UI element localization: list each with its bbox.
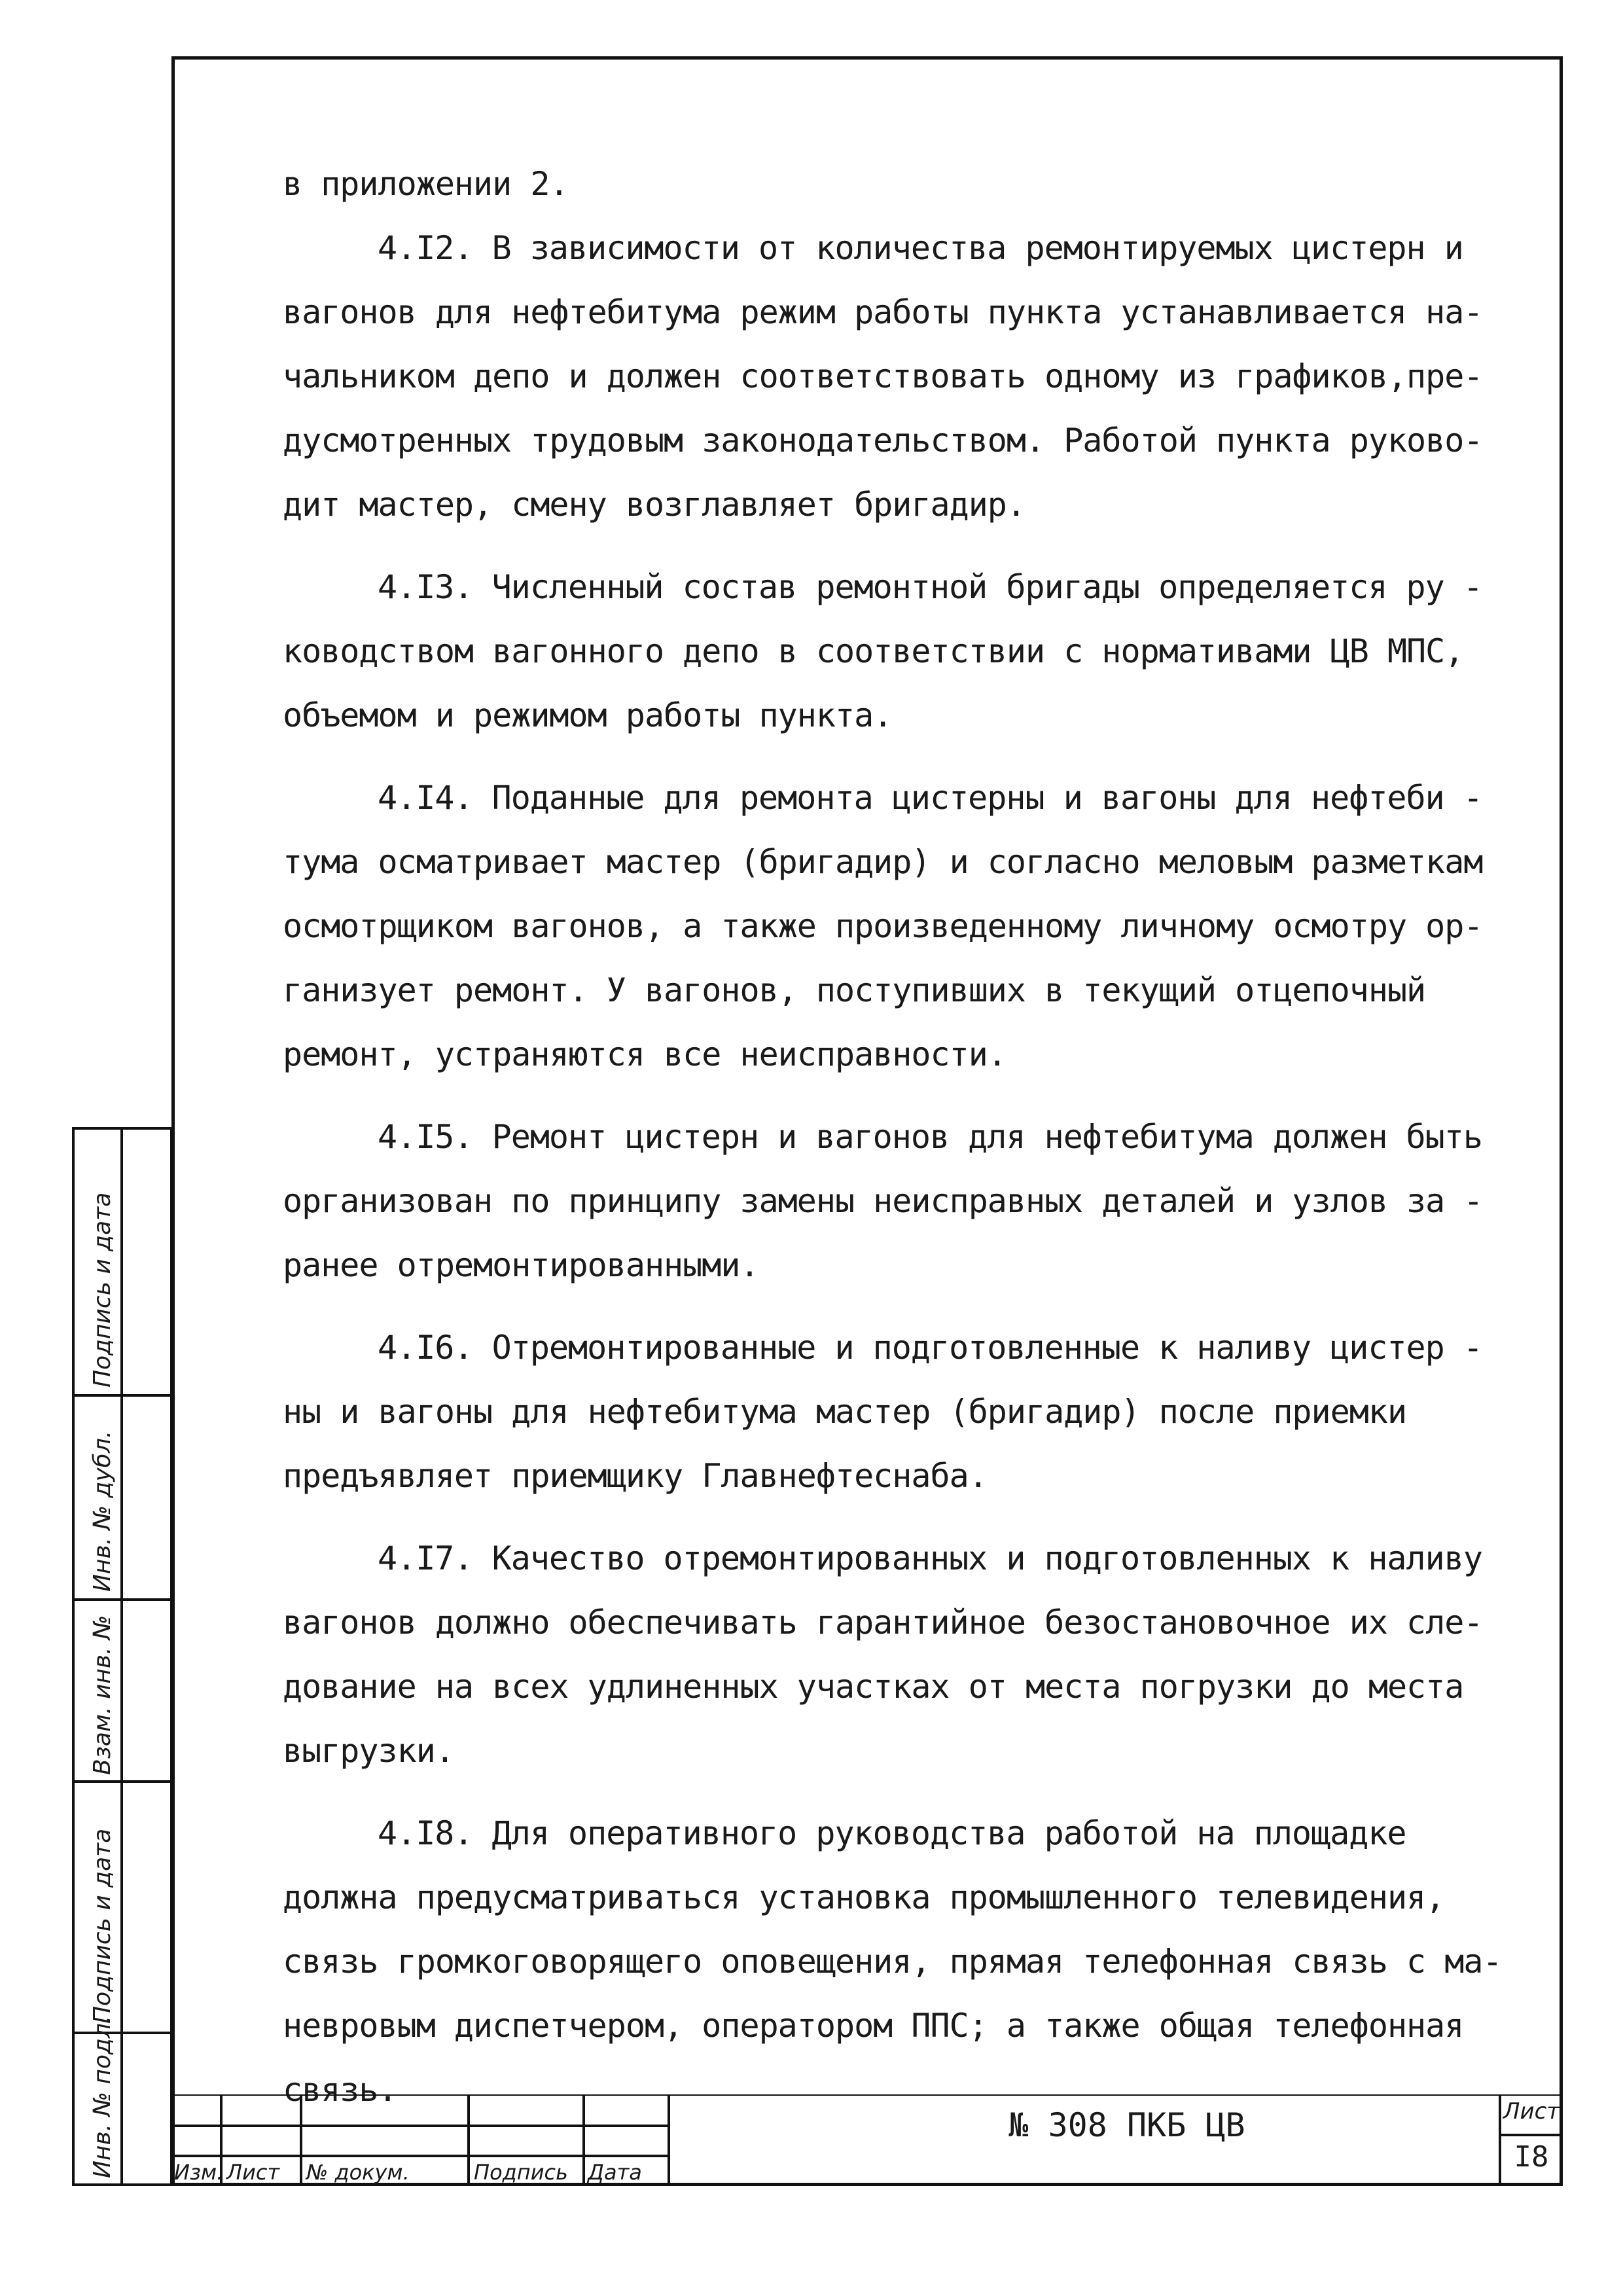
- line-text: в приложении 2.: [283, 165, 569, 203]
- text-line: [283, 1801, 1526, 1865]
- line-text: организован по принципу замены неисправных деталей и узлов за -: [283, 1182, 1483, 1220]
- text-line: [283, 1719, 1526, 1783]
- text-line: [283, 1526, 1526, 1590]
- line-text: 4.I7. Качество отремонтированных и подготовленных к наливу: [378, 1539, 1482, 1577]
- margin-stamp: [72, 1127, 171, 2186]
- line-text: 4.I2. В зависимости от количества ремонтируемых цистерн и: [378, 229, 1463, 267]
- duplicate-inventory-label: Инв. № дубл.: [89, 1430, 116, 1592]
- text-line: [283, 1444, 1526, 1508]
- caption-date: Дата: [588, 2160, 642, 2185]
- line-text: ганизует ремонт. У вагонов, поступивших в текущий отцепочный: [283, 971, 1426, 1009]
- line-text: 4.I6. Отремонтированные и подготовленные к наливу цистер -: [378, 1329, 1482, 1367]
- text-line: [283, 958, 1526, 1022]
- text-line: [283, 408, 1526, 473]
- line-text: ремонт, устраняются все неисправности.: [283, 1035, 1007, 1073]
- caption-change: Изм.: [174, 2160, 224, 2185]
- line-text: чальником депо и должен соответствовать одному из графиков,пре-: [283, 357, 1483, 395]
- line-text: связь громкоговорящего оповещения, прямая телефонная связь с ма-: [283, 1943, 1502, 1981]
- paragraph: [283, 1801, 1526, 2122]
- line-text: объемом и режимом работы пункта.: [283, 696, 893, 734]
- text-line: [283, 555, 1526, 619]
- line-text: тума осматривает мастер (бригадир) и согласно меловым разметкам: [283, 843, 1483, 881]
- text-line: [283, 1929, 1526, 1994]
- text-line: [283, 1380, 1526, 1444]
- text-line: [283, 1865, 1526, 1929]
- line-text: вагонов для нефтебитума режим работы пункта устанавливается на-: [283, 293, 1483, 331]
- paragraph: [283, 216, 1526, 537]
- signature-date-label-lower: Подпись и дата: [89, 1828, 116, 2024]
- caption-sheet: Лист: [226, 2160, 280, 2185]
- text-line: [283, 344, 1526, 408]
- sheet-number: I8: [1514, 2140, 1549, 2174]
- line-text: ны и вагоны для нефтебитума мастер (бригадир) после приемки: [283, 1393, 1407, 1431]
- sheet-label: Лист: [1503, 2098, 1560, 2125]
- paragraph: [283, 1316, 1526, 1508]
- text-line: [283, 152, 1526, 216]
- document-number: № 308 ПКБ ЦВ: [1008, 2106, 1245, 2144]
- line-text: должна предусматриваться установка промышленного телевидения,: [283, 1878, 1445, 1916]
- text-line: [283, 473, 1526, 537]
- line-text: 4.I5. Ремонт цистерн и вагонов для нефтебитума должен быть: [378, 1118, 1482, 1156]
- text-line: [283, 1169, 1526, 1233]
- text-line: [283, 1655, 1526, 1719]
- margin-stamp-grid: [72, 1127, 171, 2186]
- title-block: [171, 2094, 1563, 2186]
- line-text: дит мастер, смену возглавляет бригадир.: [283, 486, 1026, 524]
- line-text: невровым диспетчером, оператором ППС; а также общая телефонная: [283, 2007, 1464, 2045]
- text-line: [283, 1994, 1526, 2058]
- line-text: 4.I8. Для оперативного руководства работой на площадке: [378, 1814, 1406, 1852]
- text-line: [283, 619, 1526, 683]
- line-text: дусмотренных трудовым законодательством. Работой пункта руково-: [283, 422, 1483, 459]
- paragraph: [283, 152, 1526, 216]
- text-line: [283, 1590, 1526, 1655]
- replacement-inventory-label: Взам. инв. №: [89, 1615, 116, 1775]
- line-text: 4.I3. Численный состав ремонтной бригады определяется ру -: [378, 568, 1482, 606]
- line-text: осмотрщиком вагонов, а также произведенному личному осмотру ор-: [283, 907, 1483, 945]
- caption-document-number: № докум.: [306, 2160, 410, 2185]
- text-line: [283, 216, 1526, 280]
- text-line: [283, 683, 1526, 747]
- line-text: предъявляет приемщику Главнефтеснаба.: [283, 1457, 988, 1495]
- text-line: [283, 1022, 1526, 1086]
- paragraph: [283, 1526, 1526, 1783]
- signature-date-label-upper: Подпись и дата: [89, 1192, 116, 1388]
- line-text: выгрузки.: [283, 1732, 454, 1770]
- text-line: [283, 766, 1526, 830]
- caption-signature: Подпись: [474, 2160, 568, 2185]
- line-text: связь.: [283, 2071, 397, 2109]
- line-text: 4.I4. Поданные для ремонта цистерны и вагоны для нефтеби -: [378, 779, 1482, 817]
- line-text: вагонов должно обеспечивать гарантийное безостановочное их сле-: [283, 1604, 1483, 1641]
- text-line: [283, 280, 1526, 344]
- text-line: [283, 830, 1526, 894]
- text-line: [283, 1105, 1526, 1169]
- paragraph: [283, 555, 1526, 747]
- text-line: [283, 1316, 1526, 1380]
- paragraph: [283, 1105, 1526, 1297]
- text-line: [283, 894, 1526, 958]
- line-text: дование на всех удлиненных участках от места погрузки до места: [283, 1668, 1464, 1706]
- body-text: [283, 152, 1526, 2122]
- text-line: [283, 1233, 1526, 1297]
- line-text: ранее отремонтированными.: [283, 1246, 759, 1284]
- inventory-number-label: Инв. № подл.: [89, 2015, 116, 2178]
- paragraph: [283, 766, 1526, 1086]
- line-text: ководством вагонного депо в соответствии с нормативами ЦВ МПС,: [283, 632, 1464, 670]
